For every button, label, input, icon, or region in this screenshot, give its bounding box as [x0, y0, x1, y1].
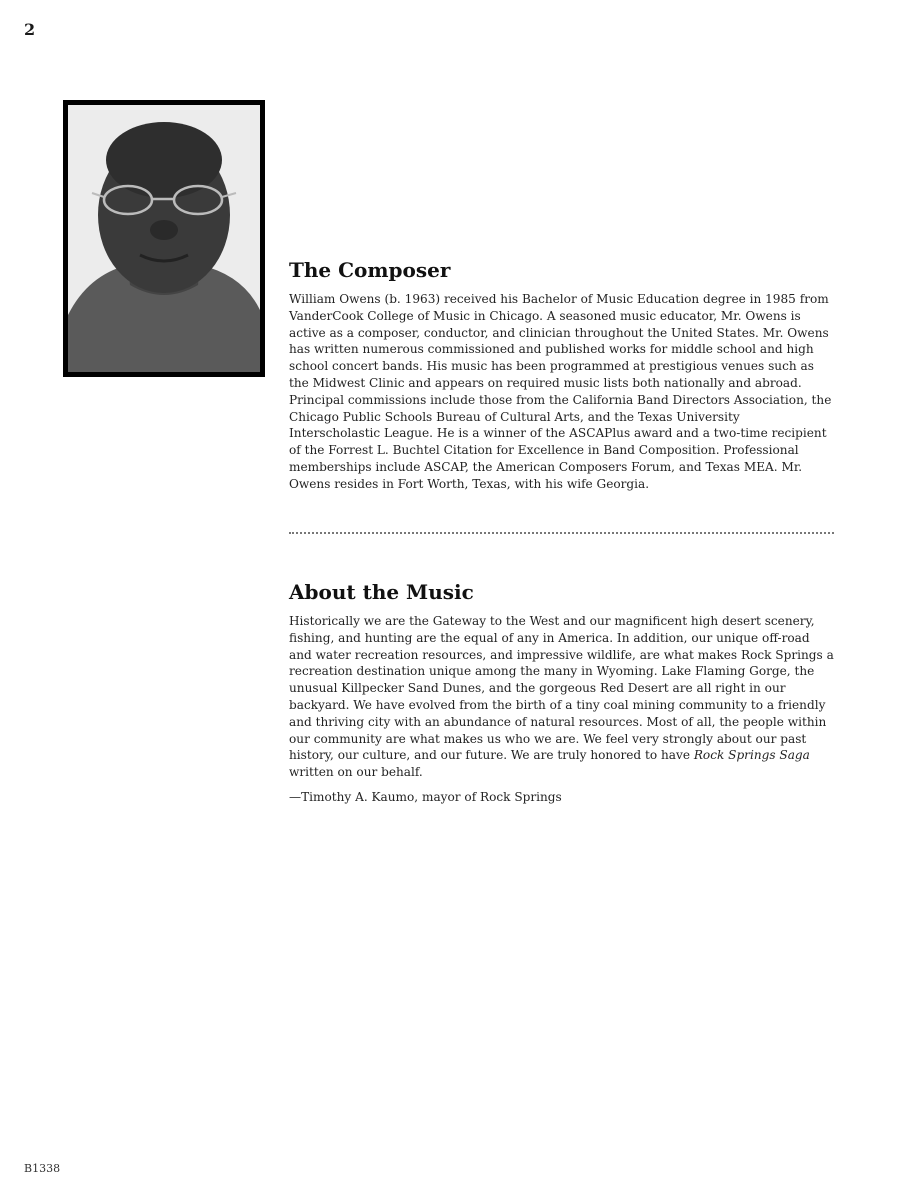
- catalog-code: B1338: [24, 1162, 61, 1175]
- composer-section: [289, 258, 834, 493]
- about-music-text-end: written on our behalf.: [289, 765, 423, 780]
- about-music-section: [289, 580, 834, 806]
- composer-portrait-image: [68, 105, 260, 372]
- section-divider: [289, 532, 834, 534]
- page-number: 2: [24, 20, 36, 39]
- composer-bio: William Owens (b. 1963) received his Bachelor of Music Education degree in 1985 from VanderCook College of Music in Chicago. A seasoned music educator, Mr. Owens is active as a composer, conductor, and clinician throughout the United States. Mr. Owens has written numerous commissioned and published works for middle school and high school concert bands. His music has been programmed at prestigious venues such as the Midwest Clinic and appears on required music lists both nationally and abroad. Principal commissions include those from the California Band Directors Association, the Chicago Public Schools Bureau of Cultural Arts, and the Texas University Interscholastic League. He is a winner of the ASCAPlus award and a two-time recipient of the Forrest L. Buchtel Citation for Excellence in Band Composition. Professional memberships include ASCAP, the American Composers Forum, and Texas MEA. Mr. Owens resides in Fort Worth, Texas, with his wife Georgia.: [289, 292, 832, 491]
- composer-heading: The Composer: [289, 258, 451, 282]
- work-title: Rock Springs Saga: [693, 748, 810, 763]
- about-music-text-start: Historically we are the Gateway to the West and our magnificent high desert scenery, fishing, and hunting are the equal of any in America. In addition, our unique off-road and water recreation resources, and impressive wildlife, are what makes Rock Springs a recreation destination unique among the many in Wyoming. Lake Flaming Gorge, the unusual Killpecker Sand Dunes, and the gorgeous Red Desert are all right in our backyard. We have evolved from the birth of a tiny coal mining community to a friendly and thriving city with an abundance of natural resources. Most of all, the people within our community are what makes us who we are. We feel very strongly about our past history, our culture, and our future. We are truly honored to have: [289, 614, 834, 763]
- about-music-heading: About the Music: [289, 580, 474, 604]
- about-music-body: [289, 613, 834, 781]
- composer-portrait: [63, 100, 265, 377]
- quote-attribution: —Timothy A. Kaumo, mayor of Rock Springs: [289, 789, 562, 804]
